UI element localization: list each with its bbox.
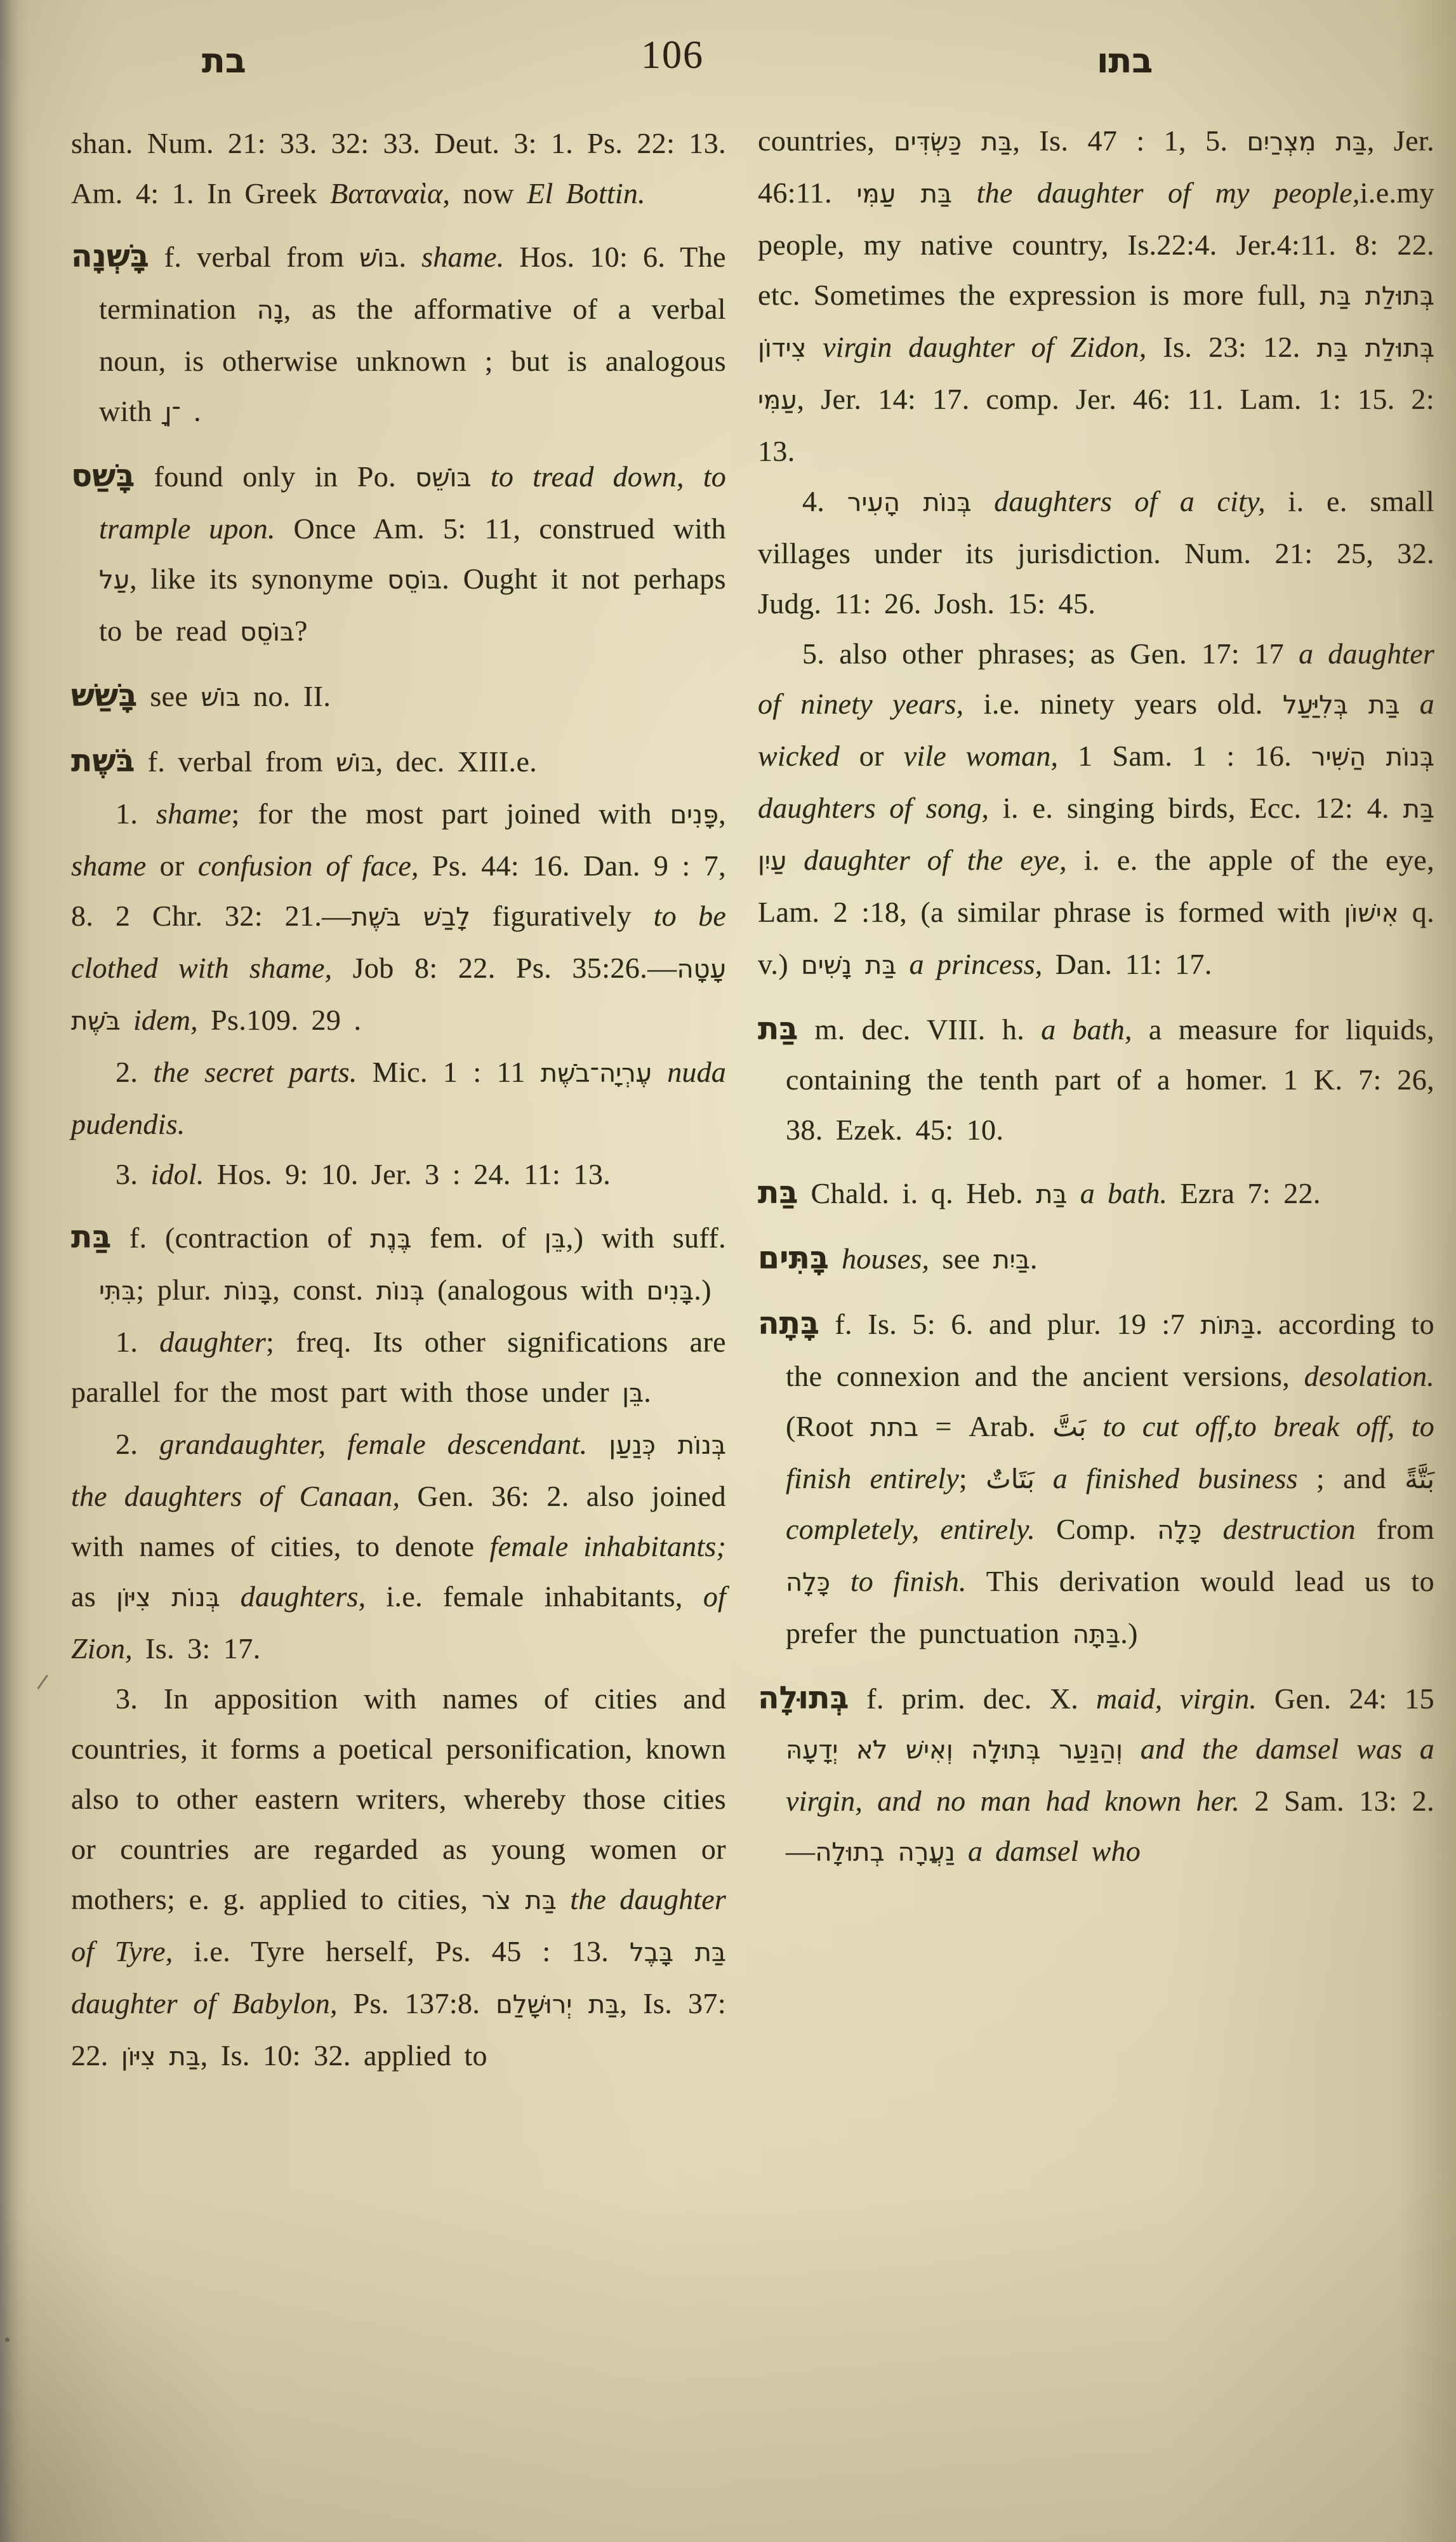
text-segment: from [1355,1513,1435,1545]
page-number: 106 [641,34,704,77]
text-segment [587,1428,609,1460]
entry-bashas [71,451,726,658]
hebrew-inline-word: בַּת בָּבֶל [629,1938,726,1967]
entry-bosheth [71,736,726,789]
hebrew-headword: בָּשַׁשׁ [71,677,138,714]
italic-text-segment: maid, virgin. [1095,1682,1257,1715]
italic-text-segment: confusion of face, [197,849,419,882]
text-segment: , [718,797,727,830]
hebrew-inline-word: בַּת יְרוּשָׁלִַם [496,1990,620,2020]
text-segment: Ezra 7: 22. [1167,1177,1321,1209]
hebrew-inline-word: בּוֹשֵׁס [415,463,472,493]
text-segment: a measure for liquids, containing the tenth part of a homer. 1 K. 7: 26, 38. Ezek. 45: 10. [786,1013,1434,1146]
italic-text-segment: vile woman, [903,740,1059,772]
hebrew-inline-word: בּוֹשׁ [201,683,241,712]
running-head-right-word: בתו [1097,41,1153,81]
scan-edge-shadow [0,0,19,2542]
hebrew-inline-word: בַּת מִצְרַיִם [1247,128,1367,157]
text-segment [830,1565,850,1597]
text-segment [829,1242,842,1275]
entry-bashash [71,670,726,723]
italic-text-segment: a bath, [1041,1013,1132,1046]
italic-text-segment: to finish. [850,1565,967,1597]
text-segment: as [71,1580,117,1613]
entry-battim [758,1233,1434,1286]
text-segment: ? [295,615,308,647]
italic-text-segment: daughters of a city, [994,485,1266,517]
entry-bath-chaldee [758,1168,1434,1220]
text-segment [955,1835,968,1867]
hebrew-inline-word: בֶּנֶת [370,1225,412,1254]
text-segment: Hos. 9: 10. Jer. 3 : 24. 11: 13. [204,1158,611,1190]
text-segment: i. e. singing birds, Ecc. 12: 4. [989,792,1403,824]
hebrew-inline-word: בְּנוֹת [376,1277,425,1306]
italic-text-segment: a wicked [758,688,1434,772]
text-segment [1035,1462,1053,1494]
text-segment: 4. [802,485,847,517]
text-segment: ; [958,1462,986,1494]
running-head [0,33,1456,109]
hebrew-inline-word: בַּת בְּלִיַּעַל [1282,691,1400,720]
arabic-word: بَتَاتٌ [986,1463,1035,1494]
italic-text-segment: daughter [159,1326,266,1358]
text-segment: see [137,680,201,712]
text-segment: or [839,740,904,772]
hebrew-inline-word: בַּת עַיִן [758,795,1434,876]
hebrew-inline-word: בַּת צִיּוֹן [121,2042,201,2072]
text-segment: , const. [272,1274,376,1306]
hebrew-inline-word: בָּנוֹת [223,1277,273,1306]
text-segment: , as the afformative of a verbal noun, is otherwise unknown ; but is analogous with [99,293,726,427]
text-segment: .) [1120,1617,1138,1649]
text-segment: fem. of [411,1221,545,1254]
italic-text-segment: a princess, [909,948,1043,980]
italic-text-segment: female inhabitants; [489,1530,726,1562]
text-segment: i.e. ninety years old. [963,688,1283,720]
text-segment: 3. [116,1158,151,1190]
text-segment: i.e.my people, my native country, Is.22:4. Jer.4:11. 8: 22. etc. Sometimes the expression is more full, [758,176,1434,311]
sense-bath-3 [71,1674,726,2082]
hebrew-inline-word: בְּנוֹת כְּנַעַן [609,1431,726,1460]
text-segment [557,1883,570,1915]
text-segment: ,) with suff. [566,1221,726,1254]
hebrew-inline-word: וְהַנַּעַר בְּתוּלָה וְאִישׁ לֹא יְדָעָהּ [786,1736,1123,1765]
text-segment: 5. also other phrases; as Gen. 17: 17 [802,637,1299,670]
text-segment: 2 Sam. 13: 2.— [786,1785,1434,1867]
sense-bath-1 [71,1317,726,1419]
italic-text-segment: a daughter of ninety years, [758,637,1434,720]
hebrew-inline-word: בְּנוֹת הַשִּׁיר [1311,743,1435,772]
hebrew-inline-word: בַּתּוֹת [1200,1311,1255,1340]
italic-text-segment: grandaughter, female descendant. [159,1428,588,1460]
italic-text-segment: a finished business [1052,1462,1298,1494]
text-segment: f. verbal from [135,745,336,778]
margin-ink-dot [5,2338,10,2342]
hebrew-inline-word: בַּיִת [993,1246,1030,1275]
hebrew-inline-word: בֵּן [622,1379,644,1408]
hebrew-inline-word: בתת [870,1413,918,1442]
text-segment [121,1004,133,1036]
hebrew-inline-word: נַעֲרָה בְתוּלָה [815,1838,955,1867]
hebrew-inline-word: עַל [99,566,130,595]
text-segment: Job 8: 22. Ps. 35:26.— [332,952,677,984]
text-segment [1400,688,1419,720]
greek-word: Βαταναὶα [329,177,443,210]
text-segment [472,460,491,493]
text-segment: Ps.109. 29 . [197,1004,362,1036]
italic-text-segment: shame [156,797,232,830]
hebrew-inline-word: לָבַשׁ בֹּשֶׁת [351,903,471,932]
text-segment [1068,1177,1080,1209]
text-segment: Dan. 11: 17. [1042,948,1212,980]
text-segment: f. Is. 5: 6. and plur. [819,1308,1117,1340]
hebrew-headword: בָּתִּים [758,1240,829,1276]
text-segment: 2. [116,1056,154,1088]
text-segment: countries, [758,124,894,157]
hebrew-inline-word: בֵּן [544,1225,566,1254]
italic-text-segment: the secret parts. [153,1056,357,1088]
hebrew-inline-word: בּוֹשׁ [336,749,376,778]
text-segment: . Ought it not perhaps to be read [99,562,726,647]
entry-bath-daughter [71,1212,726,1317]
hebrew-headword: בַּת [758,1011,798,1047]
right-column [758,116,1434,1878]
text-segment: i.e. female inhabitants, [366,1580,703,1613]
italic-text-segment: daughter of the eye, [804,844,1067,876]
hebrew-headword: בְּתוּלָה [758,1680,849,1716]
italic-text-segment: and the damsel was a virgin, and no man had known her. [786,1733,1434,1817]
text-segment: q. v.) [758,896,1434,980]
italic-text-segment: a bath. [1080,1177,1168,1209]
italic-text-segment: nuda pudendis. [71,1056,726,1140]
hebrew-headword: בַּת [71,1219,112,1255]
text-segment: shan. Num. 21: 33. 32: 33. Deut. 3: 1. Ps. 22: 13. Am. 4: 1. In Greek [71,127,726,210]
hebrew-inline-word: ־ןָ [164,398,181,427]
sense-bosheth-3 [71,1149,726,1199]
sense-bath-2 [71,1419,726,1674]
text-segment: (analogous with [424,1274,647,1306]
text-segment: figuratively [470,900,654,932]
italic-text-segment: daughters, [240,1580,366,1613]
text-segment: Ps. 137:8. [337,1987,496,2020]
text-segment: = Arab. [918,1410,1053,1442]
text-segment: , like its synonyme [129,562,388,595]
italic-text-segment: a damsel who [967,1835,1141,1867]
italic-text-segment: to be clothed with shame, [71,900,726,984]
italic-text-segment: virgin daughter of Zidon, [823,331,1147,363]
hebrew-inline-word: כָּלָה [1157,1516,1202,1545]
text-segment: (Root [786,1410,871,1442]
text-segment: 1. [116,797,156,830]
text-segment: f. verbal from [149,241,360,273]
text-segment: . [644,1376,652,1408]
hebrew-inline-word: בְּנוֹת הָעִיר [847,488,972,517]
italic-text-segment: the daughters of Canaan, [71,1480,400,1512]
italic-text-segment: shame. [421,241,505,273]
hebrew-inline-word: בּוֹסֵס [387,566,442,595]
text-segment: , Is. 37: 22. [71,1987,726,2072]
hebrew-inline-word: בְּתוּלַת בַּת עַמִּי [758,334,1434,415]
text-segment: ; for the most part joined with [231,797,670,830]
text-segment: see [929,1242,993,1275]
hebrew-inline-word: כָּלָה [786,1568,831,1597]
hebrew-inline-word: בַּת נָשִׁים [801,951,897,980]
italic-text-segment: destruction [1222,1513,1356,1545]
entry-bathah [758,1298,1434,1660]
italic-text-segment: to cut off,to break off, to finish entirely [786,1410,1434,1494]
italic-text-segment: daughter of Babylon, [71,1987,338,2020]
text-segment: , Is. 10: 32. applied to [200,2039,487,2072]
entry-bath-measure [758,1004,1434,1155]
text-segment: , dec. XIII.e. [375,745,538,778]
hebrew-inline-word: בַּתָּה [1072,1620,1121,1649]
arabic-word: بَتَّةً [1405,1463,1435,1494]
text-segment: ; and [1297,1462,1405,1494]
hebrew-inline-word: בּוֹסֵס [240,618,295,647]
text-segment: , now [442,177,527,210]
hebrew-inline-word: בִּתִּי [99,1277,136,1306]
text-segment: f. (contraction of [111,1221,371,1254]
italic-text-segment: idem, [133,1004,198,1036]
hebrew-inline-word: בְּתוּלַת בַּת צִידוֹן [758,282,1434,363]
italic-text-segment: the daughter of Tyre, [71,1883,726,1967]
text-segment: 1. [116,1326,160,1358]
entry-boshnah [71,231,726,438]
text-segment: found only in Po. [135,460,416,493]
hebrew-headword: בֹּשֶׁת [71,743,135,779]
text-segment: Mic. 1 : 11 [357,1056,541,1088]
hebrew-inline-word: פָּנִים [670,801,719,830]
text-segment: f. prim. dec. X. [849,1682,1096,1715]
italic-text-segment: shame [71,849,147,882]
entry-bashan-continuation [71,118,726,218]
text-segment: Once Am. 5: 11, construed with [275,512,726,545]
text-segment: 1 Sam. 1 : 16. [1058,740,1311,772]
text-segment: 3. In apposition with names of cities and countries, it forms a poetical personification, known also to other eastern writers, whereby those cities or countries are regarded as young women or mothers; e. g. applied to cities, [71,1682,726,1915]
text-segment: Comp. [1035,1513,1158,1545]
text-segment: . [399,241,422,273]
hebrew-inline-word: בַּת צֹר [481,1886,557,1915]
text-segment: Gen. 24: 15 [1257,1682,1434,1715]
italic-text-segment: desolation. [1304,1360,1434,1392]
hebrew-inline-word: עֶרְיָה־בֹשֶׁת [540,1059,652,1088]
hebrew-inline-word: בַּת עַמִּי [856,180,953,209]
italic-text-segment: of Zion, [71,1580,726,1665]
sense-bosheth-2 [71,1047,726,1149]
text-segment [1086,1410,1102,1442]
running-head-left-word: בת [202,41,246,81]
text-segment: Chald. i. q. Heb. [798,1177,1036,1209]
italic-text-segment: El Bottin. [527,177,645,210]
text-segment: no. II. [240,680,331,712]
sense-bosheth-1 [71,789,726,1047]
text-segment [896,948,909,980]
hebrew-inline-word: בְּנוֹת צִיּוֹן [116,1583,220,1613]
text-segment [972,485,995,517]
italic-text-segment: daughters of song, [758,792,989,824]
text-segment [220,1580,241,1613]
text-segment: , Jer. 46:11. [758,124,1435,209]
text-segment: ; freq. Its other significations are parallel for the most part with those under [71,1326,726,1408]
entry-bethulah [758,1673,1434,1878]
text-segment: i.e. Tyre herself, Ps. 45 : 13. [173,1935,630,1967]
left-column [71,118,726,2082]
italic-text-segment: completely, entirely. [786,1513,1035,1545]
sense-bath-3-continuation [758,116,1434,476]
hebrew-inline-word: בַּת [1036,1180,1068,1209]
hebrew-headword: בָּשַׁס [71,458,135,494]
hebrew-inline-word: נָה [256,296,284,325]
text-segment: or [146,849,198,882]
italic-text-segment: to tread down, to trample upon. [99,460,727,545]
text-segment: 7: 19. according to the connexion and the ancient versions, [786,1308,1434,1392]
text-segment [952,176,977,209]
sense-bath-4 [758,476,1434,629]
text-segment: Ps. 44: 16. Dan. 9 : 7, 8. 2 Chr. 32: 21.— [71,849,727,932]
text-segment: ; plur. [136,1274,224,1306]
text-segment [1123,1733,1141,1765]
hebrew-inline-word: בָּנִים [646,1277,694,1306]
text-segment: i. e. small villages under its jurisdiction. Num. 21: 25, 32. Judg. 11: 26. Josh. 15: 45. [758,485,1434,620]
text-segment [652,1056,667,1088]
hebrew-headword: בַּת [758,1175,798,1211]
margin-pencil-mark [37,1675,48,1689]
arabic-word: بَتَّ [1052,1411,1087,1442]
italic-text-segment: the daughter of my people, [976,176,1360,209]
text-segment: . [180,395,201,427]
scan-corner-shadow [0,2212,267,2542]
text-segment: Hos. 10: 6. The termination [99,241,726,325]
hebrew-inline-word: בַּת כַּשְׂדִּים [894,128,1013,157]
text-segment: Is. 23: 12. [1146,331,1317,363]
text-segment: This derivation would lead us to prefer the punctuation [786,1565,1435,1649]
hebrew-headword: בָּתָה [758,1305,820,1341]
text-segment [786,844,804,876]
hebrew-headword: בָּשְׁנָה [71,238,149,274]
text-segment: . [1029,1242,1038,1275]
text-segment [806,331,823,363]
italic-text-segment: houses, [842,1242,930,1275]
text-segment [1201,1513,1222,1545]
hebrew-inline-word: עָטָה בֹּשֶׁת [71,955,726,1036]
hebrew-inline-word: בּוֹשׁ [359,244,399,273]
text-segment: m. dec. VIII. h. [798,1013,1042,1046]
text-segment: , Jer. 14: 17. comp. Jer. 46: 11. Lam. 1: 15. 2: 13. [758,383,1434,467]
hebrew-inline-word: אִישׁוֹן [1344,899,1399,928]
text-segment: .) [694,1274,711,1306]
italic-text-segment: idol. [150,1158,204,1190]
sense-bath-5 [758,629,1434,991]
text-segment: Is. 3: 17. [132,1632,261,1665]
text-segment: 2. [116,1428,160,1460]
text-segment: i. e. the apple of the eye, Lam. 2 :18, (a similar phrase is formed with [758,844,1434,928]
text-segment: Gen. 36: 2. also joined with names of cities, to denote [71,1480,726,1562]
text-segment: , Is. 47 : 1, 5. [1012,124,1247,157]
